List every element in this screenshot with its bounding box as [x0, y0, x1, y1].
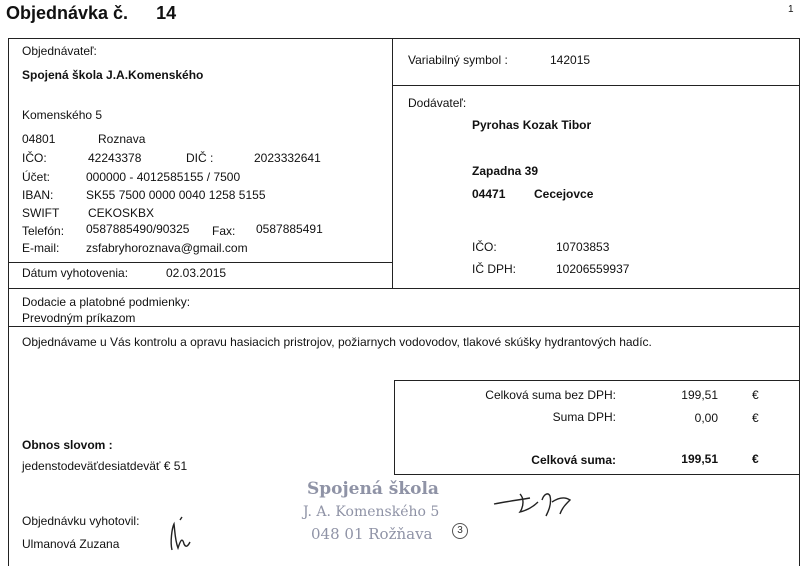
total-value: 199,51: [681, 452, 718, 466]
buyer-dic-label: DIČ :: [186, 151, 214, 165]
divider-symbol: [392, 85, 800, 86]
total-net-label: Celková suma bez DPH:: [485, 388, 616, 402]
signature-issuer: [166, 514, 200, 554]
total-net-value: 199,51: [681, 388, 718, 402]
supplier-city: Cecejovce: [534, 187, 594, 201]
buyer-caption: Objednávateľ:: [22, 44, 97, 58]
buyer-fax: 0587885491: [256, 222, 323, 236]
stamp-line3: 048 01 Rožňava: [311, 525, 433, 543]
buyer-account: 000000 - 4012585155 / 7500: [86, 170, 241, 184]
total-currency: €: [752, 452, 759, 466]
supplier-caption: Dodávateľ:: [408, 96, 467, 110]
divider-header-section: [8, 288, 800, 289]
order-description: Objednávame u Vás kontrolu a opravu hasiacich pristrojov, požiarnych vodovodov, tlakové skúšky hydrantových hadíc.: [22, 335, 652, 349]
total-vat-currency: €: [752, 411, 759, 425]
signature-approver: [490, 488, 582, 518]
issue-date-label: Dátum vyhotovenia:: [22, 266, 129, 280]
supplier-ico-label: IČO:: [472, 240, 497, 254]
buyer-iban: SK55 7500 0000 0040 1258 5155: [86, 188, 266, 202]
buyer-phone: 0587885490/90325: [86, 222, 190, 236]
buyer-swift-label: SWIFT: [22, 206, 60, 220]
buyer-ico-label: IČO:: [22, 151, 47, 165]
buyer-phone-label: Telefón:: [22, 224, 65, 238]
order-number: 14: [156, 3, 177, 23]
buyer-swift: CEKOSKBX: [88, 206, 155, 220]
buyer-zip: 04801: [22, 132, 56, 146]
stamp-number: 3: [452, 523, 468, 539]
supplier-street: Zapadna 39: [472, 164, 539, 178]
buyer-street: Komenského 5: [22, 108, 103, 122]
total-vat-value: 0,00: [694, 411, 718, 425]
issued-by-name: Ulmanová Zuzana: [22, 537, 120, 551]
order-title-label: Objednávka č.: [6, 3, 129, 23]
buyer-city: Roznava: [98, 132, 146, 146]
total-net-currency: €: [752, 388, 759, 402]
buyer-dic: 2023332641: [254, 151, 321, 165]
supplier-icdph: 10206559937: [556, 262, 630, 276]
buyer-fax-label: Fax:: [212, 224, 236, 238]
supplier-name: Pyrohas Kozak Tibor: [472, 118, 592, 132]
buyer-email-label: E-mail:: [22, 241, 60, 255]
buyer-account-label: Účet:: [22, 170, 51, 184]
supplier-ico: 10703853: [556, 240, 610, 254]
issued-by-label: Objednávku vyhotovil:: [22, 514, 140, 528]
variable-symbol-value: 142015: [550, 53, 591, 67]
divider-buyer-date: [8, 262, 392, 263]
stamp-line2: J. A. Komenského 5: [303, 504, 440, 520]
terms-value: Prevodným príkazom: [22, 311, 136, 325]
total-label: Celková suma:: [531, 453, 616, 467]
divider-terms: [8, 326, 800, 327]
supplier-icdph-label: IČ DPH:: [472, 262, 517, 276]
buyer-ico: 42243378: [88, 151, 142, 165]
in-words-value: jedenstodeväťdesiatdeväť € 51: [22, 459, 188, 473]
issue-date-value: 02.03.2015: [166, 266, 227, 280]
terms-label: Dodacie a platobné podmienky:: [22, 295, 191, 309]
page-title: [6, 3, 176, 24]
divider-vertical: [392, 38, 393, 288]
buyer-email: zsfabryhoroznava@gmail.com: [86, 241, 248, 255]
page-number: 1: [788, 4, 794, 15]
total-vat-label: Suma DPH:: [552, 410, 616, 424]
in-words-label: Obnos slovom :: [22, 438, 113, 452]
buyer-name: Spojená škola J.A.Komenského: [22, 68, 204, 82]
stamp-line1: Spojená škola: [307, 479, 439, 499]
supplier-zip: 04471: [472, 187, 506, 201]
buyer-iban-label: IBAN:: [22, 188, 54, 202]
variable-symbol-label: Variabilný symbol :: [408, 53, 508, 67]
